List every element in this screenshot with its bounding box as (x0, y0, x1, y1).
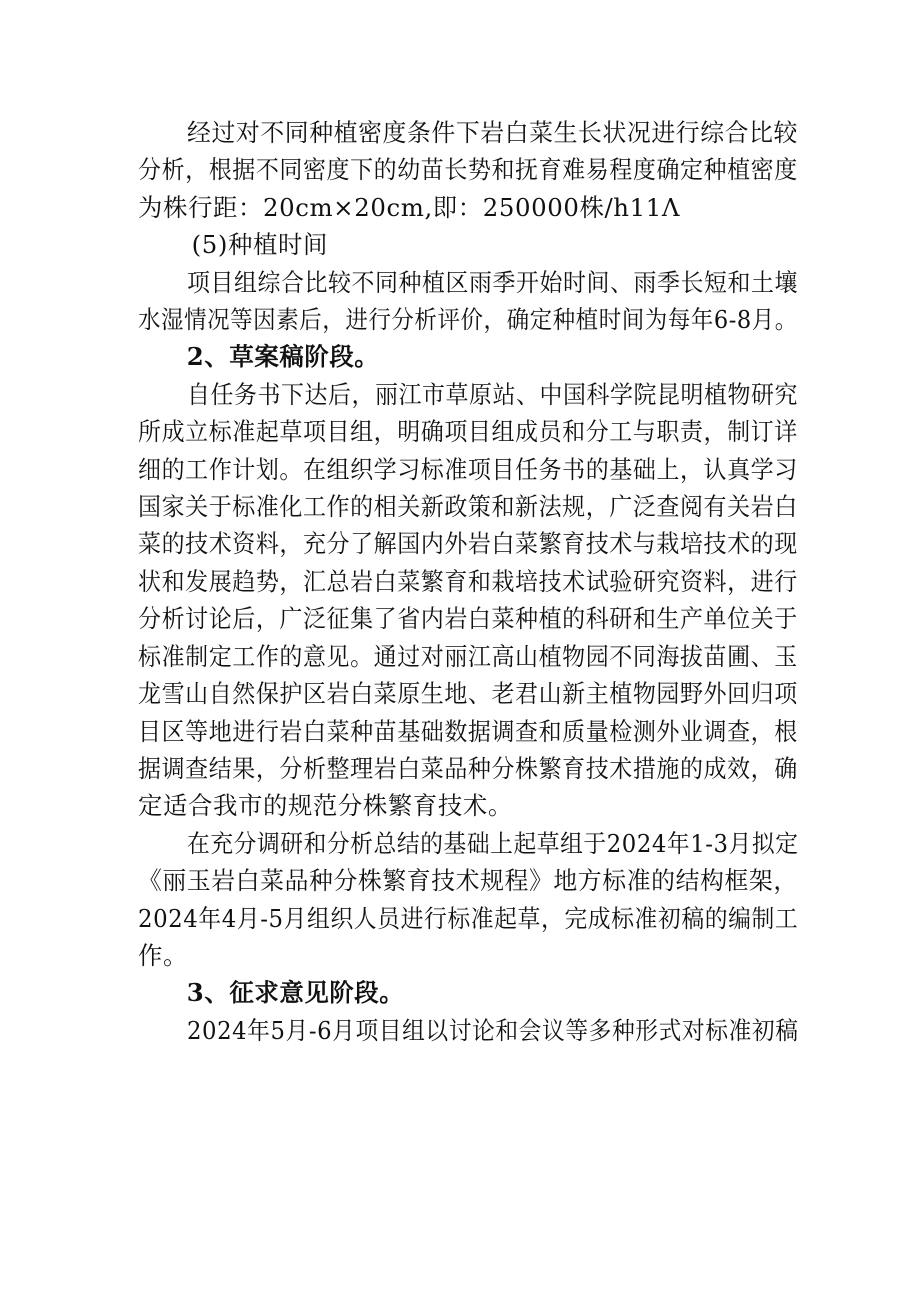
text-line: 据调查结果，分析整理岩白菜品种分株繁育技术措施的成效，确 (138, 753, 798, 783)
paragraph-planting-density (138, 114, 798, 226)
paragraph-planting-time (138, 264, 798, 339)
section-subheading: (5)种植时间 (191, 230, 328, 260)
text-line: 定适合我市的规范分株繁育技术。 (138, 791, 513, 821)
text-line: 细的工作计划。在组织学习标准项目任务书的基础上，认真学习 (138, 454, 798, 484)
text-line: 分析，根据不同密度下的幼苗长势和抚育难易程度确定种植密度 (138, 155, 798, 185)
text-line: 作。 (138, 940, 188, 970)
text-line: 分析讨论后，广泛征集了省内岩白菜种植的科研和生产单位关于 (138, 604, 798, 634)
section-heading: 3、征求意见阶段。 (186, 978, 405, 1008)
text-line: 经过对不同种植密度条件下岩白菜生长状况进行综合比较 (186, 118, 798, 147)
text-line: 所成立标准起草项目组，明确项目组成员和分工与职责，制订详 (138, 417, 798, 447)
heading-draft-stage (138, 338, 798, 375)
paragraph-draft-stage (138, 376, 798, 825)
text-line: 《丽玉岩白菜品种分株繁育技术规程》地方标准的结构框架， (138, 866, 798, 896)
text-line: 标准制定工作的意见。通过对丽江高山植物园不同海拔苗圃、玉 (138, 641, 798, 671)
text-line: 水湿情况等因素后，进行分析评价，确定种植时间为每年6-8月。 (138, 305, 798, 335)
text-line: 在充分调研和分析总结的基础上起草组于2024年1-3月拟定 (186, 828, 799, 858)
text-line: 龙雪山自然保护区岩白菜原生地、老君山新主植物园野外回归项 (138, 679, 798, 709)
text-line: 2024年5月-6月项目组以讨论和会议等多种形式对标准初稿 (186, 1015, 799, 1045)
text-line: 为株行距：20cm×20cm,即：250000株/h11Λ (138, 192, 681, 222)
text-line: 自任务书下达后，丽江市草原站、中国科学院昆明植物研究 (186, 379, 798, 409)
subheading-planting-time (138, 226, 798, 263)
text-line: 目区等地进行岩白菜种苗基础数据调查和质量检测外业调查，根 (138, 716, 798, 746)
paragraph-consultation-stage (138, 1012, 798, 1049)
paragraph-draft-framework (138, 825, 798, 975)
document-body (138, 114, 798, 1049)
text-line: 状和发展趋势，汇总岩白菜繁育和栽培技术试验研究资料，进行 (138, 566, 798, 596)
text-line: 2024年4月-5月组织人员进行标准起草，完成标准初稿的编制工 (138, 903, 799, 933)
heading-consultation-stage (138, 974, 798, 1011)
text-line: 菜的技术资料，充分了解国内外岩白菜繁育技术与栽培技术的现 (138, 529, 798, 559)
text-line: 项目组综合比较不同种植区雨季开始时间、雨季长短和土壤 (186, 267, 798, 297)
text-line: 国家关于标准化工作的相关新政策和新法规，广泛查阅有关岩白 (138, 492, 798, 522)
section-heading: 2、草案稿阶段。 (186, 342, 380, 372)
